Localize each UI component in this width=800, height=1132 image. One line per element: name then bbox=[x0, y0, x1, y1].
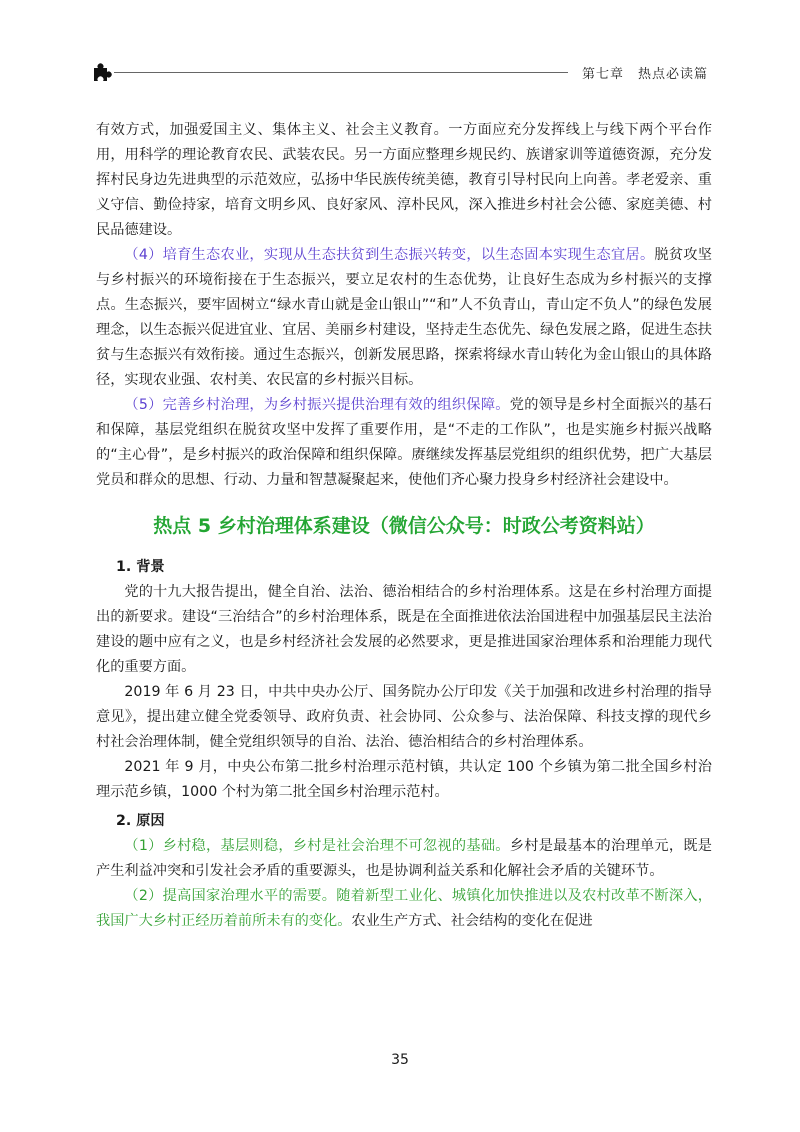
paragraph-text: 乡村是最基本的治理单元，既是产生利益冲突和引发社会矛盾的重要源头，也是协调利益关系和化解社会矛盾的关键环节。 bbox=[96, 838, 712, 879]
highlight-text: （2）提高国家治理水平的需要。随着新型工业化、城镇化加快推进以及农村改革不断深入，我国广大乡村正经历着前所未有的变化。 bbox=[96, 888, 712, 929]
section-title: 热点 5 乡村治理体系建设（微信公众号：时政公考资料站） bbox=[153, 515, 655, 537]
subsection-heading: 1. 背景 bbox=[116, 559, 165, 575]
header-rule bbox=[114, 72, 568, 73]
paragraph-text: 党的领导是乡村全面振兴的基石和保障，基层党组织在脱贫攻坚中发挥了重要作用，是“不走的工作队”，也是实施乡村振兴战略的“主心骨”，是乡村振兴的政治保障和组织保障。赓继续发挥基层党组织的组织优势，把广大基层党员和群众的思想、行动、力量和智慧凝聚起来，使他们齐心聚力投身乡村经济社会建设中。 bbox=[96, 397, 712, 488]
paragraph: 有效方式，加强爱国主义、集体主义、社会主义教育。一方面应充分发挥线上与线下两个平台作用，用科学的理论教育农民、武装农民。另一方面应整理乡规民约、族谱家训等道德资源，充分发挥村民身边先进典型的示范效应，弘扬中华民族传统美德，教育引导村民向上向善。孝老爱亲、重义守信、勤俭持家，培育文明乡风、良好家风、淳朴民风，深入推进乡村社会公德、家庭美德、村民品德建设。 bbox=[96, 122, 712, 238]
page-content bbox=[96, 118, 712, 934]
paragraph: 党的十九大报告提出，健全自治、法治、德治相结合的乡村治理体系。这是在乡村治理方面提出的新要求。建设“三治结合”的乡村治理体系，既是在全面推进依法治国进程中加强基层民主法治建设的题中应有之义，也是乡村经济社会发展的必然要求，更是推进国家治理体系和治理能力现代化的重要方面。 bbox=[96, 584, 712, 675]
highlight-text: （5）完善乡村治理，为乡村振兴提供治理有效的组织保障。 bbox=[124, 397, 510, 413]
paragraph bbox=[96, 243, 712, 393]
paragraph bbox=[96, 884, 712, 934]
paragraph bbox=[96, 834, 712, 884]
highlight-text: （1）乡村稳，基层则稳，乡村是社会治理不可忽视的基础。 bbox=[124, 838, 510, 854]
paragraph-text: 脱贫攻坚与乡村振兴的环境衔接在于生态振兴，要立足农村的生态优势，让良好生态成为乡村振兴的支撑点。生态振兴，要牢固树立“绿水青山就是金山银山”“和”人不负青山，青山定不负人”的绿色发展理念，以生态振兴促进宜业、宜居、美丽乡村建设，坚持走生态优先、绿色发展之路，促进生态扶贫与生态振兴有效衔接。通过生态振兴，创新发展思路，探索将绿水青山转化为金山银山的具体路径，实现农业强、农村美、农民富的乡村振兴目标。 bbox=[96, 247, 712, 388]
paragraph-text: 农业生产方式、社会结构的变化在促进 bbox=[351, 913, 593, 929]
page-number: 35 bbox=[391, 1052, 409, 1068]
chapter-title: 第七章 热点必读篇 bbox=[581, 67, 708, 82]
highlight-text: （4）培育生态农业，实现从生态扶贫到生态振兴转变，以生态固本实现生态宜居。 bbox=[124, 247, 655, 263]
page-header bbox=[92, 60, 708, 84]
subsection-heading: 2. 原因 bbox=[116, 813, 165, 829]
paragraph: 2021 年 9 月，中央公布第二批乡村治理示范村镇，共认定 100 个乡镇为第二批全国乡村治理示范乡镇，1000 个村为第二批全国乡村治理示范村。 bbox=[96, 759, 712, 800]
paragraph bbox=[96, 393, 712, 493]
paragraph: 2019 年 6 月 23 日，中共中央办公厅、国务院办公厅印发《关于加强和改进乡村治理的指导意见》，提出建立健全党委领导、政府负责、社会协同、公众参与、法治保障、科技支撑的现代乡村社会治理体制，健全党组织领导的自治、法治、德治相结合的乡村治理体系。 bbox=[96, 684, 712, 750]
puzzle-icon bbox=[92, 62, 112, 82]
